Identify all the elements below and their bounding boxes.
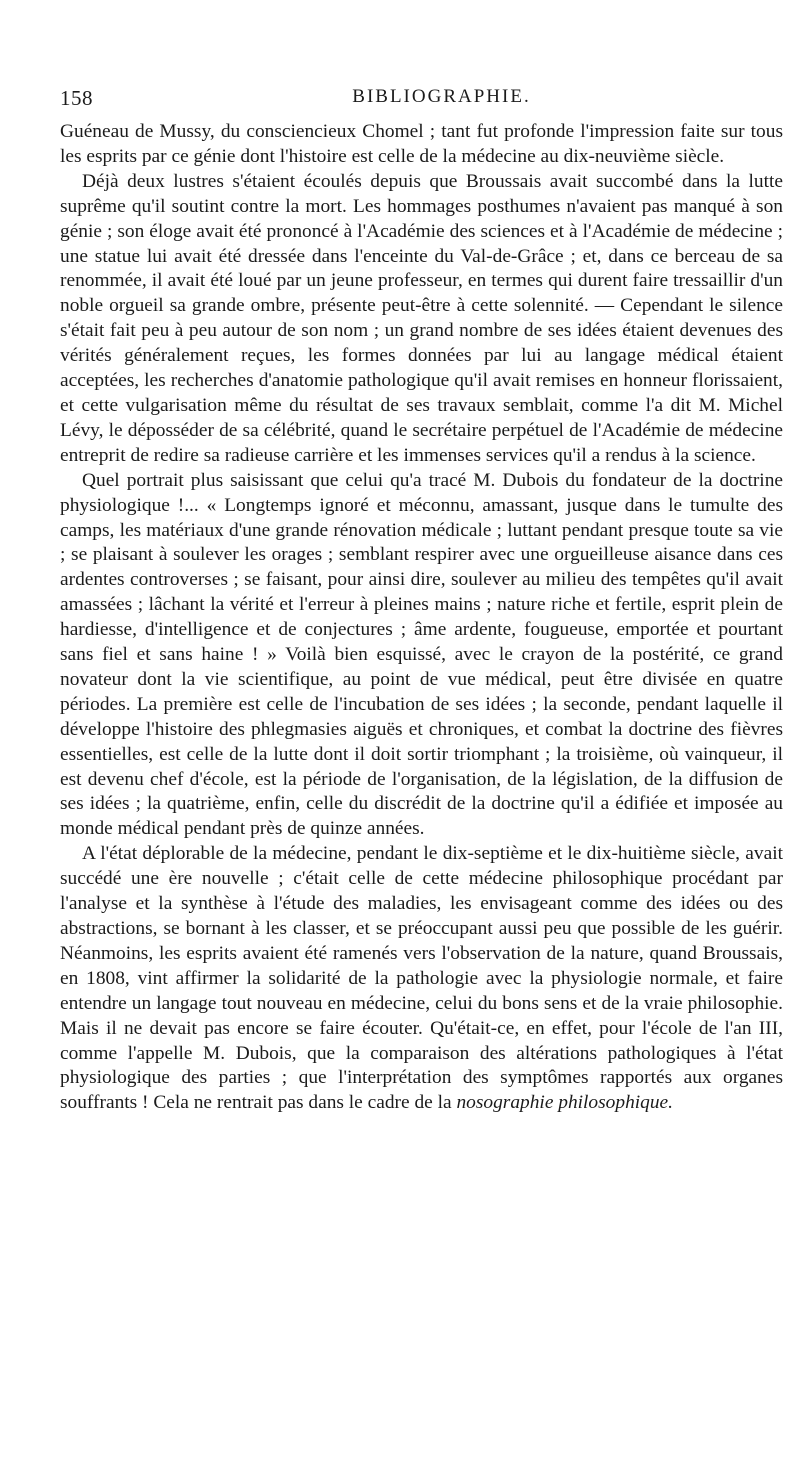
paragraph-2: Déjà deux lustres s'étaient écoulés depuis que Broussais avait succombé dans la lutte suprême qu'il soutint contre la mort. Les hommages posthumes n'avaient pas manqué à son génie ; son éloge avait été prononcé à l'Académie des sciences et à l'Académie de médecine ; une statue lui avait été dressée dans l'enceinte du Val-de-Grâce ; et, dans ce berceau de sa renommée, il avait été loué par un jeune professeur, en termes qui durent faire tressaillir d'un noble orgueil sa grande ombre, présente peut-être à cette solennité. — Cependant le silence s'était fait peu à peu autour de son nom ; un grand nombre de ses idées étaient devenues des vérités généralement reçues, les formes données par lui au langage médical étaient acceptées, les recherches d'anatomie pathologique qu'il avait remises en honneur florissaient, et cette vulgarisation même du résultat de ses travaux semblait, comme l'a dit M. Michel Lévy, le déposséder de sa célébrité, quand le secrétaire perpétuel de l'Académie de médecine entreprit de redire sa radieuse carrière et les immenses services qu'il a rendus à la science. <box>60 170 783 466</box>
page-header <box>60 86 783 114</box>
paragraph-4 <box>60 842 783 1116</box>
running-head: BIBLIOGRAPHIE. <box>352 86 531 107</box>
page-number: 158 <box>60 86 93 110</box>
page <box>60 86 783 1116</box>
paragraph-3: Quel portrait plus saisissant que celui qu'a tracé M. Dubois du fondateur de la doctrine physiologique !... « Longtemps ignoré et méconnu, amassant, jusque dans le tumulte des camps, les matériaux d'une grande rénovation médicale ; luttant pendant presque toute sa vie ; se plaisant à soulever les orages ; semblant respirer avec une orgueilleuse aisance dans ces ardentes controverses ; se faisant, pour ainsi dire, soulever au milieu des tempêtes qu'il avait amassées ; lâchant la vérité et l'erreur à pleines mains ; nature riche et fertile, esprit plein de hardiesse, d'intelligence et de conjectures ; âme ardente, fougueuse, emportée et pourtant sans fiel et sans haine ! » Voilà bien esquissé, avec le crayon de la postérité, ce grand novateur dont la vie scientifique, au point de vue médical, peut être divisée en quatre périodes. La première est celle de l'incubation de ses idées ; la seconde, pendant laquelle il développe l'histoire des phlegmasies aiguës et chroniques, et combat la doctrine des fièvres essentielles, est celle de la lutte dont il doit sortir triomphant ; la troisième, où vainqueur, il est devenu chef d'école, est la période de l'organisation, de la législation, de la diffusion de ses idées ; la quatrième, enfin, celle du discrédit de la doctrine qu'il a édifiée et imposée au monde médical pendant près de quinze années. <box>60 469 783 840</box>
paragraph-4-italic: nosographie philosophique. <box>456 1092 673 1114</box>
body-text <box>60 120 783 1116</box>
paragraph-4-text: A l'état déplorable de la médecine, pendant le dix-septième et le dix-huitième siècle, avait succédé une ère nouvelle ; c'était celle de cette médecine philosophique procédant par l'analyse et la synthèse à l'étude des maladies, les envisageant comme des idées ou des abstractions, se bornant à les classer, et se préoccupant aussi peu que possible de les guérir. Néanmoins, les esprits avaient été ramenés vers l'observation de la nature, quand Broussais, en 1808, vint affirmer la solidarité de la pathologie avec la physiologie normale, et faire entendre un langage tout nouveau en médecine, celui du bons sens et de la vraie philosophie. Mais il ne devait pas encore se faire écouter. Qu'était-ce, en effet, pour l'école de l'an III, comme l'appelle M. Dubois, que la comparaison des altérations pathologiques à l'état physiologique des parties ; que l'interprétation des symptômes rapportés aux organes souffrants ! Cela ne rentrait pas dans le cadre de la <box>60 843 783 1114</box>
paragraph-1: Guéneau de Mussy, du consciencieux Chomel ; tant fut profonde l'impression faite sur tous les esprits par ce génie dont l'histoire est celle de la médecine au dix-neuvième siècle. <box>60 121 783 167</box>
